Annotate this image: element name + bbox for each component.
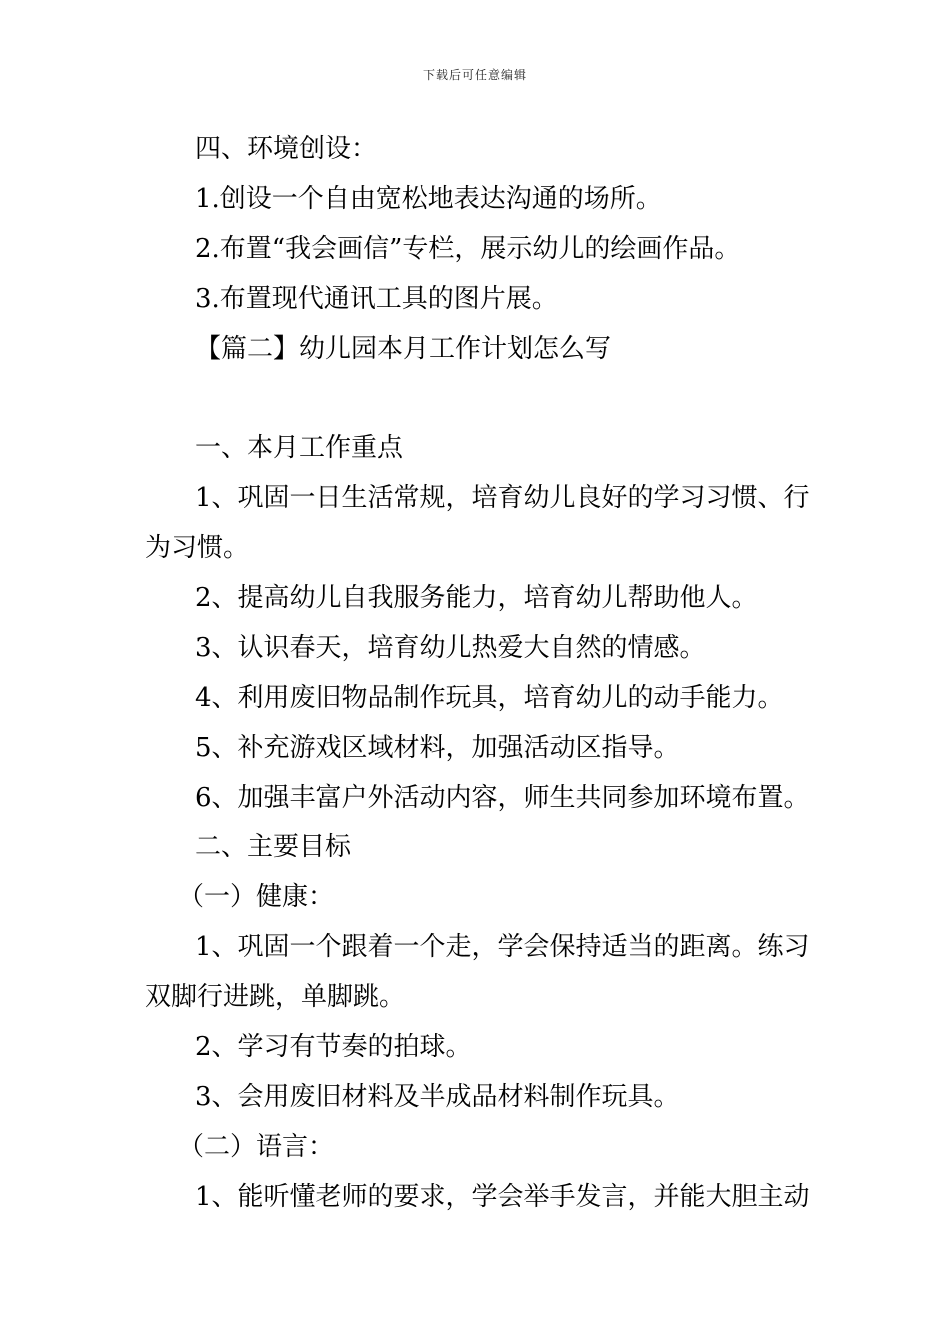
- paragraph-line: 双脚行进跳，单脚跳。: [145, 982, 406, 1012]
- section-heading-goals: 二、主要目标: [195, 832, 352, 862]
- paragraph-line: 4、利用废旧物品制作玩具，培育幼儿的动手能力。: [195, 683, 784, 713]
- paragraph-line: 2.布置“我会画信”专栏，展示幼儿的绘画作品。: [195, 234, 741, 264]
- paragraph-line: 为习惯。: [145, 533, 250, 563]
- subsection-heading-language: （二）语言：: [178, 1132, 335, 1162]
- paragraph-line: 2、提高幼儿自我服务能力，培育幼儿帮助他人。: [195, 583, 758, 613]
- section-heading-environment: 四、环境创设：: [195, 134, 378, 164]
- paragraph-line: 1、能听懂老师的要求，学会举手发言，并能大胆主动: [195, 1182, 810, 1212]
- paragraph-line: 1.创设一个自由宽松地表达沟通的场所。: [195, 184, 662, 214]
- subsection-heading-health: （一）健康：: [178, 882, 335, 912]
- paragraph-line: 3、认识春天，培育幼儿热爱大自然的情感。: [195, 633, 706, 663]
- paragraph-line: 5、补充游戏区域材料，加强活动区指导。: [195, 733, 680, 763]
- paragraph-line: 3.布置现代通讯工具的图片展。: [195, 284, 558, 314]
- paragraph-line: 1、巩固一个跟着一个走，学会保持适当的距离。练习: [195, 932, 810, 962]
- section-heading-focus: 一、本月工作重点: [195, 433, 404, 463]
- paragraph-line: 3、会用废旧材料及半成品材料制作玩具。: [195, 1082, 680, 1112]
- paragraph-line: 6、加强丰富户外活动内容，师生共同参加环境布置。: [195, 783, 810, 813]
- article-title: 【篇二】幼儿园本月工作计划怎么写: [195, 334, 612, 364]
- paragraph-line: 2、学习有节奏的拍球。: [195, 1032, 472, 1062]
- paragraph-line: 1、巩固一日生活常规，培育幼儿良好的学习习惯、行: [195, 483, 810, 513]
- page-header-note: 下载后可任意编辑: [422, 68, 527, 82]
